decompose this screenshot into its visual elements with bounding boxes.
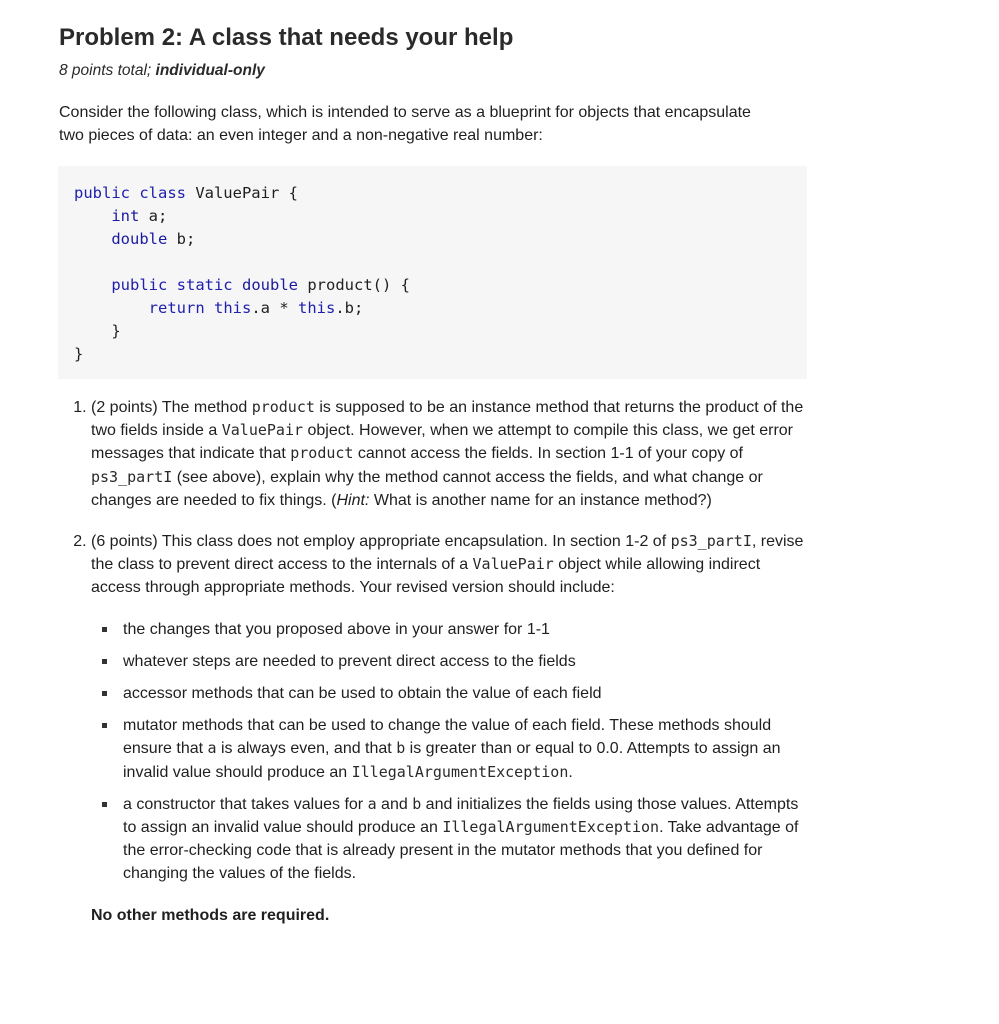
- question-1: [91, 396, 807, 512]
- q1-hint: Hint:: [336, 491, 370, 509]
- requirement-text: and: [376, 795, 413, 813]
- code-line-7: [74, 322, 121, 340]
- code-text: ValuePair {: [185, 184, 298, 202]
- code-keyword: this: [214, 299, 252, 317]
- code-text: .a *: [251, 299, 298, 317]
- code-text: }: [74, 345, 84, 363]
- code-type: double: [242, 276, 298, 294]
- requirements-list: [91, 618, 813, 886]
- problem-title: Problem 2: A class that needs your help: [59, 24, 514, 51]
- code-keyword: this: [298, 299, 336, 317]
- code-line-2: [74, 207, 167, 225]
- requirement-text: . Take advantage of the error-checking code that is already present in the mutator methods that you defined for changing the values of the fields.: [123, 819, 799, 883]
- requirement-item: [123, 714, 813, 784]
- code-text: .b;: [335, 299, 364, 317]
- code-text: b;: [167, 230, 196, 248]
- code-keyword: public class: [74, 184, 186, 202]
- code-text: }: [111, 322, 121, 340]
- q1-text: is supposed to be an instance method that returns the product of the two fields inside a: [91, 399, 804, 440]
- requirement-item: [123, 682, 813, 705]
- requirement-code: IllegalArgumentException: [351, 762, 569, 781]
- requirement-code: b: [412, 794, 422, 813]
- code-keyword: public static: [111, 276, 233, 294]
- question-2: [91, 530, 807, 927]
- requirement-item: [123, 650, 813, 673]
- requirement-code: a: [367, 794, 377, 813]
- requirement-text: accessor methods that can be used to obtain the value of each field: [123, 685, 602, 703]
- q2-text: , revise the class to prevent direct access to the internals of a: [91, 533, 804, 574]
- bullet-icon: [102, 802, 107, 807]
- requirement-item: [123, 618, 813, 641]
- code-line-1: [74, 184, 298, 202]
- requirement-code: a: [207, 739, 217, 758]
- code-keyword: return: [148, 299, 205, 317]
- requirement-item: [123, 793, 813, 886]
- points-subtitle: [59, 62, 265, 80]
- requirement-text: mutator methods that can be used to change the value of each field. These methods should ensure that: [123, 717, 772, 758]
- code-line-3: [74, 230, 195, 248]
- q1-code: product: [251, 398, 315, 416]
- q1-text: cannot access the fields. In section 1-1 of your copy of: [353, 445, 743, 463]
- q2-text: object while allowing indirect access through appropriate methods. Your revised version should include:: [91, 556, 761, 597]
- q1-code: ValuePair: [221, 421, 304, 440]
- requirement-text: .: [568, 763, 573, 781]
- requirement-text: is always even, and that: [216, 740, 397, 758]
- intro-paragraph: Consider the following class, which is intended to serve as a blueprint for objects that encapsulate two pieces of data: an even integer and a non-negative real number:: [59, 104, 751, 144]
- q1-text: object. However, when we attempt to compile this class, we get error messages that indicate that: [91, 422, 794, 463]
- code-text: a;: [139, 207, 168, 225]
- q1-text: What is another name for an instance method?): [369, 491, 712, 509]
- closing-note: No other methods are required.: [91, 906, 330, 924]
- bullet-icon: [102, 691, 107, 696]
- requirement-text: is greater than or equal to 0.0. Attempts to assign an invalid value should produce an: [123, 740, 781, 781]
- code-block: [58, 166, 807, 379]
- requirement-code: IllegalArgumentException: [442, 818, 660, 837]
- q1-text: (see above), explain why the method cannot access the fields, and what change or changes are needed to fix things. (: [91, 468, 763, 509]
- code-line-5: [74, 276, 410, 294]
- requirement-text: a constructor that takes values for: [123, 795, 368, 813]
- bullet-icon: [102, 723, 107, 728]
- code-text: product() {: [298, 276, 410, 294]
- q1-text: (2 points) The method: [91, 399, 252, 416]
- code-line-8: [74, 345, 83, 363]
- requirement-code: b: [396, 739, 406, 758]
- questions-list: [58, 396, 807, 927]
- bullet-icon: [102, 659, 107, 664]
- bullet-icon: [102, 627, 107, 632]
- code-type: int: [111, 207, 140, 225]
- requirement-text: whatever steps are needed to prevent direct access to the fields: [123, 652, 576, 670]
- requirement-text: and initializes the fields using those values. Attempts to assign an invalid value should produce an: [123, 795, 799, 837]
- q1-code: product: [290, 444, 354, 463]
- q2-code: ps3_partI: [670, 532, 752, 551]
- points-bold-text: individual-only: [155, 62, 265, 79]
- q1-code: ps3_partI: [91, 467, 173, 486]
- q2-code: ValuePair: [472, 555, 554, 574]
- code-type: double: [111, 230, 168, 248]
- requirement-text: the changes that you proposed above in your answer for 1-1: [123, 620, 550, 638]
- points-text: 8 points total;: [59, 62, 156, 79]
- code-line-6: [74, 299, 363, 317]
- q2-text: (6 points) This class does not employ appropriate encapsulation. In section 1-2 of: [91, 533, 671, 551]
